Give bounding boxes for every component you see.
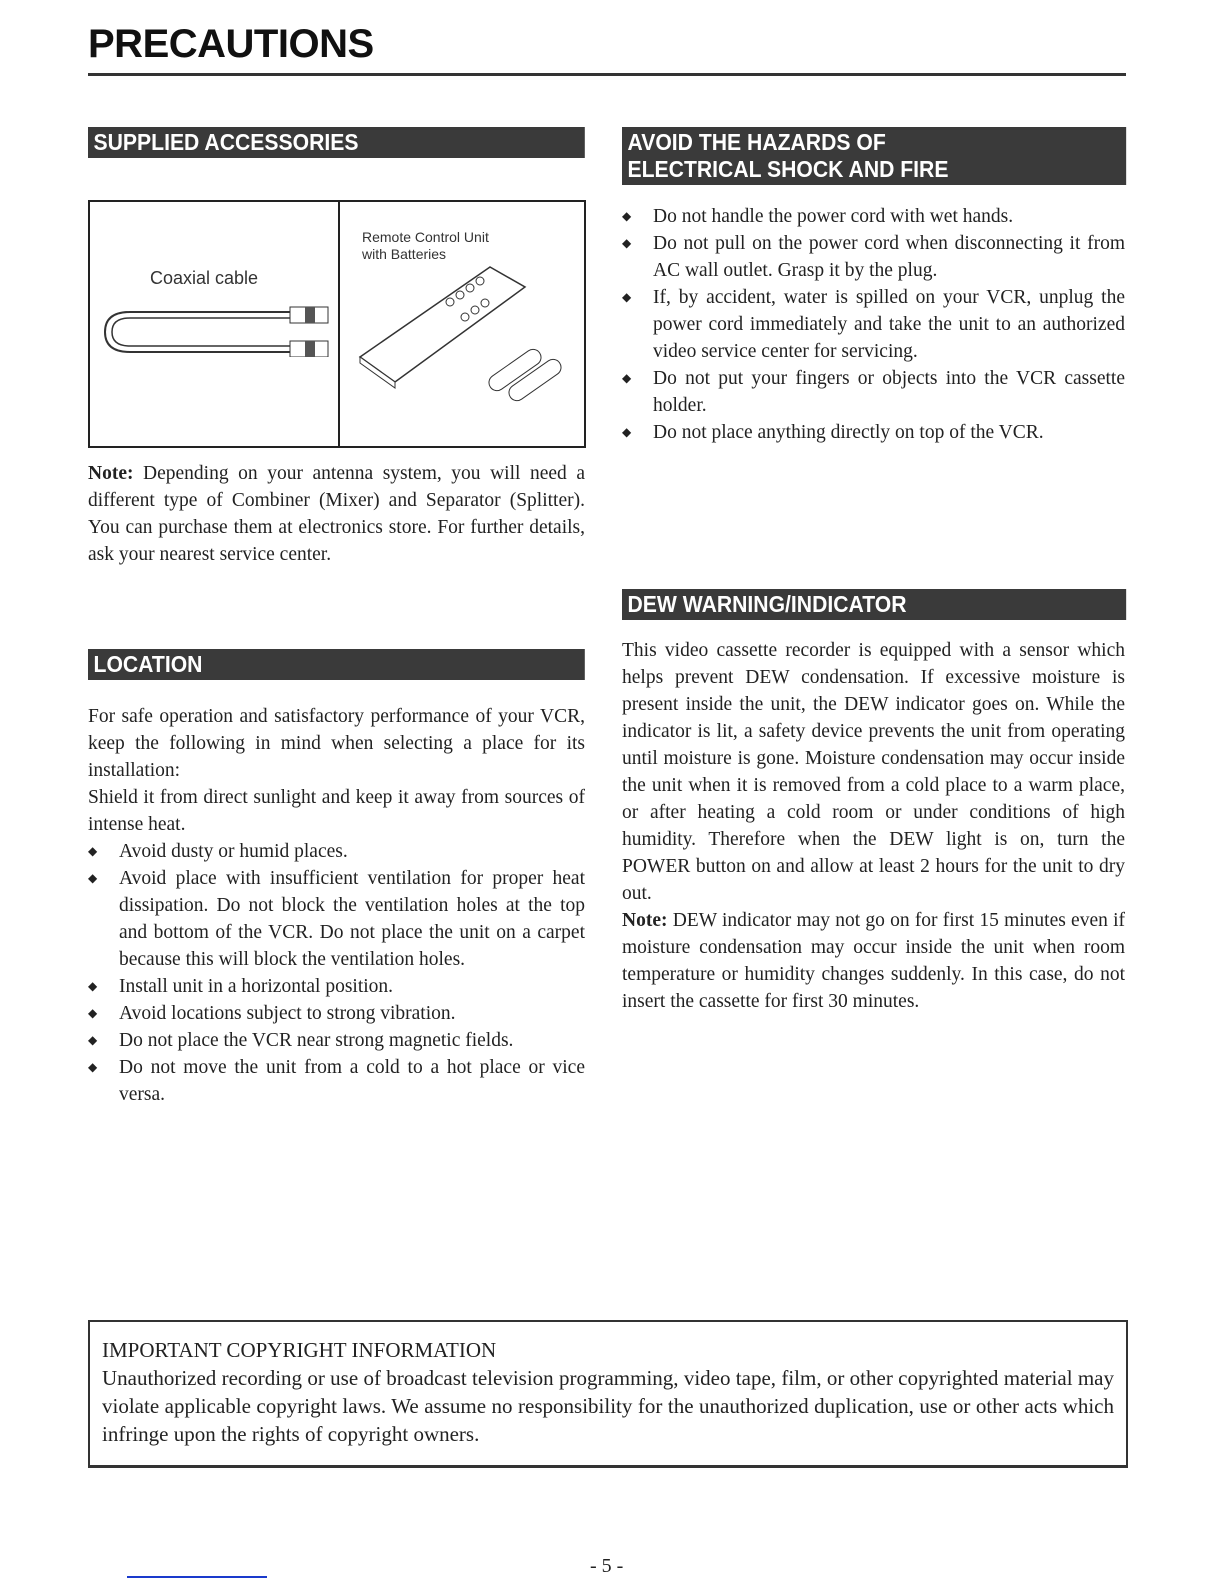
- hazards-heading-line-1: AVOID THE HAZARDS OF: [627, 129, 886, 155]
- dew-body: This video cassette recorder is equipped with a sensor which helps prevent DEW condensation. If excessive moisture is present inside the unit, the DEW indicator goes on. While the indicator is lit, a safety device prevents the unit from operating until moisture is gone. Moisture condensation may occur inside the unit when it is removed from a cold place to a warm place, or after heating a cold room or under conditions of high humidity. Therefore when the DEW light is on, turn the POWER button on and allow at least 2 hours for the unit to dry out.: [622, 640, 1125, 904]
- location-item: ◆ Avoid place with insufficient ventilation for proper heat dissipation. Do not block the ventilation holes at the top and bottom of the VCR. Do not place the unit on a carpet because this will block the ventilation holes.: [88, 865, 585, 973]
- accessories-note: [88, 460, 585, 568]
- dew-section: [622, 637, 1125, 1015]
- hazard-item: ◆ If, by accident, water is spilled on your VCR, unplug the power cord immediately and take the unit to an authorized video service center for servicing.: [622, 284, 1125, 365]
- location-heading: LOCATION: [88, 649, 585, 680]
- location-section: [88, 703, 585, 1108]
- title-rule: [88, 73, 1126, 76]
- copyright-body: Unauthorized recording or use of broadcast television programming, video tape, film, or other copyrighted material may violate applicable copyright laws. We assume no responsibility for the unauthorized duplication, use or other acts which infringe upon the rights of copyright owners.: [102, 1366, 1114, 1446]
- accessories-figure: [88, 200, 586, 448]
- hazard-item: ◆ Do not put your fingers or objects into the VCR cassette holder.: [622, 365, 1125, 419]
- page-title: PRECAUTIONS: [88, 22, 374, 66]
- location-intro: For safe operation and satisfactory performance of your VCR, keep the following in mind when selecting a place for its installation:: [88, 706, 585, 781]
- location-item: ◆ Avoid dusty or humid places.: [88, 838, 585, 865]
- location-item: ◆ Avoid locations subject to strong vibration.: [88, 1000, 585, 1027]
- remote-label: [362, 229, 489, 263]
- hazards-section: [622, 203, 1125, 446]
- note-text: Depending on your antenna system, you will need a different type of Combiner (Mixer) and Separator (Splitter). You can purchase them at electronics store. For further details, ask your nearest service center.: [88, 463, 585, 565]
- location-item: ◆ Install unit in a horizontal position.: [88, 973, 585, 1000]
- hyperlink-underline[interactable]: [127, 1576, 267, 1578]
- hazards-heading-line-2: ELECTRICAL SHOCK AND FIRE: [627, 156, 949, 182]
- remote-label-line-1: Remote Control Unit: [362, 229, 489, 245]
- dew-heading: DEW WARNING/INDICATOR: [622, 589, 1126, 620]
- copyright-heading: IMPORTANT COPYRIGHT INFORMATION: [102, 1338, 497, 1362]
- dew-note-text: DEW indicator may not go on for first 15 minutes even if moisture condensation may occur inside the unit when room temperature or humidity changes suddenly. In this case, do not insert the cassette for first 30 minutes.: [622, 910, 1125, 1012]
- note-label: Note:: [88, 463, 134, 484]
- coax-label: Coaxial cable: [150, 268, 259, 288]
- remote-label-line-2: with Batteries: [362, 246, 447, 262]
- page-number: - 5 -: [590, 1555, 624, 1577]
- hazard-item: ◆ Do not place anything directly on top of the VCR.: [622, 419, 1125, 446]
- supplied-accessories-heading: SUPPLIED ACCESSORIES: [88, 127, 585, 158]
- coaxial-cable-icon: [100, 297, 335, 357]
- location-shield: Shield it from direct sunlight and keep it away from sources of intense heat.: [88, 787, 585, 835]
- copyright-box: [88, 1320, 1128, 1468]
- location-item: ◆ Do not move the unit from a cold to a hot place or vice versa.: [88, 1054, 585, 1108]
- hazards-heading: [622, 127, 1126, 185]
- location-item: ◆ Do not place the VCR near strong magnetic fields.: [88, 1027, 585, 1054]
- hazard-item: ◆ Do not pull on the power cord when disconnecting it from AC wall outlet. Grasp it by the plug.: [622, 230, 1125, 284]
- remote-control-icon: [355, 262, 585, 442]
- hazard-item: ◆ Do not handle the power cord with wet hands.: [622, 203, 1125, 230]
- dew-note-label: Note:: [622, 910, 668, 931]
